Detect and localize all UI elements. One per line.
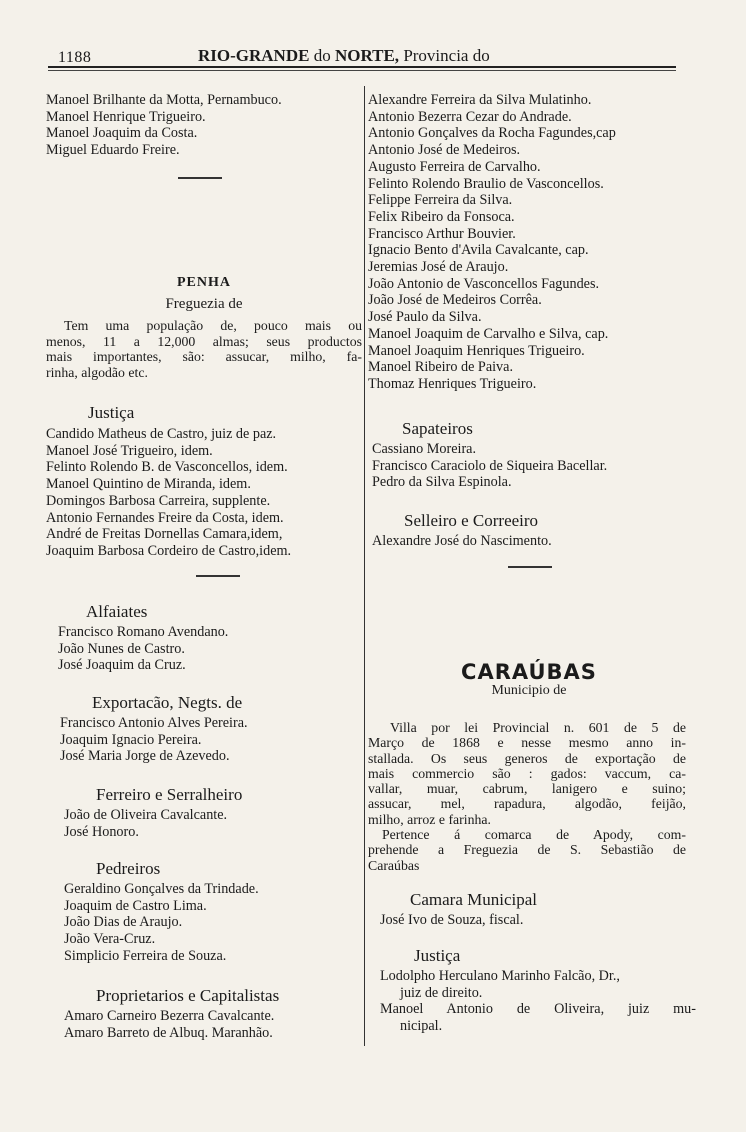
- running-title: RIO-GRANDE do NORTE, Provincia do: [198, 46, 490, 65]
- section-heading: Alfaiates: [86, 602, 148, 621]
- page-number: 1188: [58, 49, 92, 66]
- list-item: André de Freitas Dornellas Camara,idem,: [46, 526, 283, 543]
- list-item: Francisco Romano Avendano.: [58, 624, 229, 640]
- alfaiates-section: [58, 602, 374, 674]
- list-item: Jeremias José de Araujo.: [368, 259, 509, 276]
- justica2-section: [380, 946, 696, 1035]
- list-item: João José de Medeiros Corrêa.: [368, 292, 542, 309]
- camara-section: [380, 890, 702, 929]
- list-item: Francisco Caraciolo de Siqueira Bacellar.: [372, 457, 608, 474]
- list-item: José Joaquim da Cruz.: [58, 657, 186, 674]
- penha-heading: [46, 275, 362, 312]
- section-heading: Justiça: [88, 403, 135, 422]
- list-item: Manoel Quintino de Miranda, idem.: [46, 476, 251, 493]
- list-item: José Honoro.: [64, 823, 139, 840]
- list-item: João Vera-Cruz.: [64, 931, 156, 948]
- section-title: PENHA: [177, 275, 231, 290]
- section-rule: [178, 177, 222, 179]
- sapateiros-section: [372, 419, 694, 491]
- section-rule: [508, 566, 552, 568]
- list-item: Augusto Ferreira de Carvalho.: [368, 158, 541, 175]
- list-item: Felinto Rolendo B. de Vasconcellos, idem.: [46, 459, 288, 476]
- pedreiros-section: [64, 859, 380, 965]
- list-item: Alexandre Ferreira da Silva Mulatinho.: [368, 92, 592, 108]
- list-item: Antonio José de Medeiros.: [368, 142, 521, 159]
- section-subtitle: Municipio de: [491, 682, 567, 698]
- list-item: nicipal.: [400, 1018, 443, 1035]
- section-heading: Ferreiro e Serralheiro: [96, 785, 243, 804]
- list-item: João Antonio de Vasconcellos Fagundes.: [368, 275, 600, 292]
- list-item: Amaro Barreto de Albuq. Maranhão.: [64, 1024, 273, 1041]
- list-item: Thomaz Henriques Trigueiro.: [368, 375, 537, 392]
- list-item: Alexandre José do Nascimento.: [372, 533, 552, 549]
- list-item: Candido Matheus de Castro, juiz de paz.: [46, 426, 277, 442]
- list-item: Cassiano Moreira.: [372, 441, 477, 457]
- list-item: Antonio Gonçalves da Rocha Fagundes,cap: [368, 125, 616, 142]
- section-rule: [196, 575, 240, 577]
- section-heading: Sapateiros: [402, 419, 473, 438]
- right-top-names: [368, 92, 690, 393]
- list-item: Manoel José Trigueiro, idem.: [46, 442, 213, 459]
- section-heading: Pedreiros: [96, 859, 161, 878]
- ferreiro-section: [64, 785, 380, 840]
- exportacao-section: [60, 693, 376, 765]
- list-item: Felinto Rolendo Braulio de Vasconcellos.: [368, 175, 604, 192]
- penha-description: Tem uma população de, pouco mais ou menos, 11 a 12,000 almas; seus productos mais importantes, são: assucar, milho, fa- rinha, algodão etc.: [46, 318, 362, 380]
- list-item: Joaquim Ignacio Pereira.: [60, 731, 202, 748]
- section-heading: Proprietarios e Capitalistas: [96, 986, 280, 1005]
- list-item: Geraldino Gonçalves da Trindade.: [64, 881, 259, 897]
- list-item: Lodolpho Herculano Marinho Falcão, Dr.,: [380, 968, 620, 984]
- left-top-names: [46, 92, 362, 159]
- list-item: Miguel Eduardo Freire.: [46, 142, 180, 159]
- list-item: Joaquim Barbosa Cordeiro de Castro,idem.: [46, 542, 292, 559]
- list-item: João Dias de Araujo.: [64, 914, 183, 931]
- list-item: Manoel Brilhante da Motta, Pernambuco.: [46, 92, 282, 108]
- section-heading: Exportacão, Negts. de: [92, 693, 243, 712]
- proprietarios-section: [64, 986, 380, 1041]
- list-item: Amaro Carneiro Bezerra Cavalcante.: [64, 1008, 275, 1024]
- list-item: José Maria Jorge de Azevedo.: [60, 748, 230, 765]
- list-item: Pedro da Silva Espinola.: [372, 474, 512, 491]
- list-item: João de Oliveira Cavalcante.: [64, 807, 228, 823]
- list-item: Manoel Antonio de Oliveira, juiz mu-: [380, 1001, 696, 1018]
- list-item: José Paulo da Silva.: [368, 309, 482, 326]
- list-item: Joaquim de Castro Lima.: [64, 897, 207, 914]
- section-heading: Justiça: [414, 946, 461, 965]
- list-item: João Nunes de Castro.: [58, 640, 185, 657]
- list-item: Domingos Barbosa Carreira, supplente.: [46, 492, 271, 509]
- list-item: Felippe Ferreira da Silva.: [368, 192, 513, 209]
- list-item: Francisco Arthur Bouvier.: [368, 225, 516, 242]
- list-item: Ignacio Bento d'Avila Cavalcante, cap.: [368, 242, 589, 259]
- list-item: Manoel Joaquim da Costa.: [46, 125, 198, 142]
- list-item: José Ivo de Souza, fiscal.: [380, 912, 524, 928]
- section-subtitle: Freguezia de: [165, 295, 243, 312]
- header-rule-thin: [48, 70, 676, 71]
- section-title: CARAÚBAS: [461, 660, 597, 684]
- section-heading: Selleiro e Correeiro: [404, 511, 539, 530]
- header-rule: [48, 66, 676, 68]
- caraubas-heading: [368, 660, 690, 699]
- list-item: Antonio Bezerra Cezar do Andrade.: [368, 108, 572, 125]
- list-item: Manoel Joaquim de Carvalho e Silva, cap.: [368, 325, 609, 342]
- list-item: Simplicio Ferreira de Souza.: [64, 947, 227, 964]
- list-item: Felix Ribeiro da Fonsoca.: [368, 208, 515, 225]
- selleiro-section: [372, 511, 694, 550]
- list-item: juiz de direito.: [400, 984, 483, 1001]
- running-header: [48, 44, 678, 66]
- list-item: Manoel Ribeiro de Paiva.: [368, 359, 513, 376]
- list-item: Manoel Joaquim Henriques Trigueiro.: [368, 342, 585, 359]
- list-item: Francisco Antonio Alves Pereira.: [60, 715, 248, 731]
- list-item: Manoel Henrique Trigueiro.: [46, 108, 206, 125]
- list-item: Antonio Fernandes Freire da Costa, idem.: [46, 509, 284, 526]
- caraubas-description: Villa por lei Provincial n. 601 de 5 de Março de 1868 e nesse mesmo anno in- stallada. Os seus generos de exportação de mais commercio são : gados: vaccum, ca- vallar, muar, cabrum, lanigero e suino; assucar, mel, rapadura, algodão, feijão, milho, arroz e farinha. Pertence á comarca de Apody, com- prehende a Freguezia de S. Sebastião de Caraúbas: [368, 720, 686, 873]
- section-heading: Camara Municipal: [410, 890, 537, 909]
- justica-section: [46, 403, 362, 560]
